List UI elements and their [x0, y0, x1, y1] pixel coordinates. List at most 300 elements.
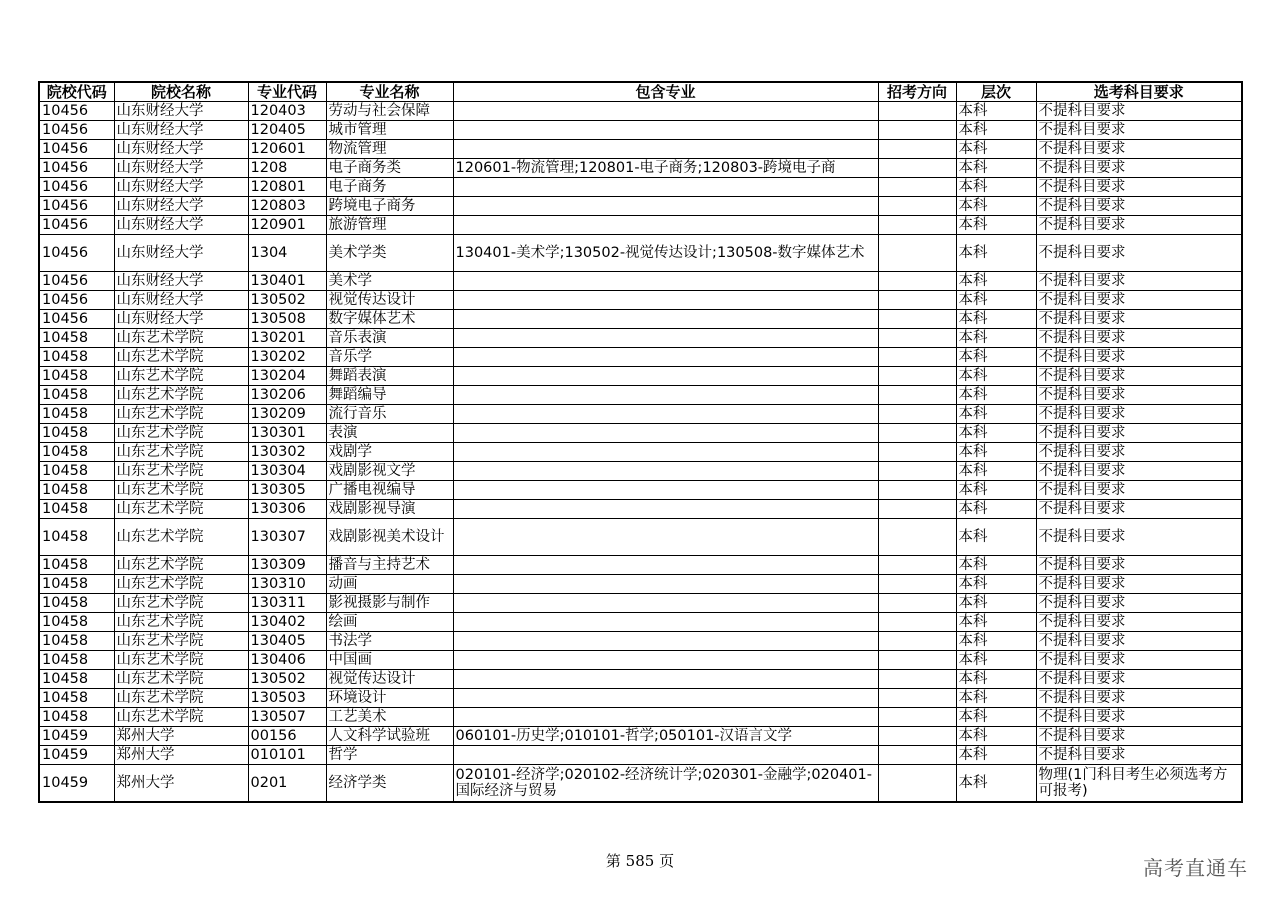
table-cell: 本科: [956, 424, 1036, 443]
table-cell: [453, 632, 878, 651]
table-cell: 不提科目要求: [1036, 405, 1242, 424]
table-cell: 10458: [39, 689, 114, 708]
header-row: [39, 82, 1242, 102]
table-cell: [878, 197, 956, 216]
table-cell: 本科: [956, 329, 1036, 348]
table-cell: [878, 500, 956, 519]
table-cell: 山东财经大学: [114, 102, 248, 121]
table-row: [39, 462, 1242, 481]
table-cell: [453, 443, 878, 462]
column-header: 专业名称: [326, 82, 453, 102]
table-cell: 本科: [956, 481, 1036, 500]
table-cell: 10459: [39, 765, 114, 803]
table-cell: 10458: [39, 462, 114, 481]
table-cell: 不提科目要求: [1036, 235, 1242, 272]
table-row: [39, 329, 1242, 348]
table-cell: 10456: [39, 216, 114, 235]
table-cell: 本科: [956, 746, 1036, 765]
table-cell: [878, 746, 956, 765]
table-cell: 10456: [39, 140, 114, 159]
table-cell: 130305: [248, 481, 326, 500]
table-cell: 1304: [248, 235, 326, 272]
table-cell: [878, 235, 956, 272]
table-cell: [453, 746, 878, 765]
table-row: [39, 746, 1242, 765]
table-cell: 不提科目要求: [1036, 443, 1242, 462]
table-cell: [453, 291, 878, 310]
table-cell: [453, 500, 878, 519]
table-row: [39, 443, 1242, 462]
table-cell: 不提科目要求: [1036, 197, 1242, 216]
table-cell: 山东艺术学院: [114, 594, 248, 613]
table-cell: 音乐学: [326, 348, 453, 367]
table-cell: 不提科目要求: [1036, 216, 1242, 235]
table-cell: 不提科目要求: [1036, 102, 1242, 121]
column-header: 院校代码: [39, 82, 114, 102]
table-cell: 本科: [956, 575, 1036, 594]
table-cell: 10458: [39, 670, 114, 689]
table-cell: 郑州大学: [114, 746, 248, 765]
table-cell: 山东艺术学院: [114, 651, 248, 670]
table-cell: [878, 765, 956, 803]
table-cell: 山东艺术学院: [114, 367, 248, 386]
table-cell: 本科: [956, 632, 1036, 651]
table-cell: 130304: [248, 462, 326, 481]
table-cell: 130306: [248, 500, 326, 519]
table-cell: 本科: [956, 348, 1036, 367]
table-cell: 不提科目要求: [1036, 462, 1242, 481]
table-cell: 不提科目要求: [1036, 651, 1242, 670]
page-number: 第 585 页: [605, 852, 675, 870]
table-row: [39, 159, 1242, 178]
table-cell: 不提科目要求: [1036, 519, 1242, 556]
table-cell: 物理(1门科目考生必须选考方可报考): [1036, 765, 1242, 803]
table-cell: 不提科目要求: [1036, 121, 1242, 140]
table-cell: 不提科目要求: [1036, 632, 1242, 651]
table-cell: [453, 272, 878, 291]
table-cell: 本科: [956, 272, 1036, 291]
table-cell: 本科: [956, 102, 1036, 121]
table-cell: 10459: [39, 727, 114, 746]
table-cell: [453, 178, 878, 197]
table-cell: 130311: [248, 594, 326, 613]
table-cell: 哲学: [326, 746, 453, 765]
table-cell: 不提科目要求: [1036, 500, 1242, 519]
table-row: [39, 575, 1242, 594]
table-cell: [453, 329, 878, 348]
table-cell: 10458: [39, 443, 114, 462]
table-cell: 不提科目要求: [1036, 272, 1242, 291]
table-cell: [453, 386, 878, 405]
table-cell: 山东艺术学院: [114, 481, 248, 500]
table-row: [39, 272, 1242, 291]
table-cell: [453, 310, 878, 329]
table-cell: 跨境电子商务: [326, 197, 453, 216]
table-cell: 山东艺术学院: [114, 689, 248, 708]
table-cell: 播音与主持艺术: [326, 556, 453, 575]
table-row: [39, 140, 1242, 159]
table-row: [39, 367, 1242, 386]
table-cell: 130502: [248, 291, 326, 310]
table-cell: 不提科目要求: [1036, 708, 1242, 727]
table-cell: [878, 121, 956, 140]
table-cell: [453, 348, 878, 367]
table-cell: [878, 594, 956, 613]
table-cell: 130307: [248, 519, 326, 556]
table-cell: 10456: [39, 178, 114, 197]
table-cell: 本科: [956, 708, 1036, 727]
table-cell: 10458: [39, 367, 114, 386]
table-cell: 10456: [39, 310, 114, 329]
table-cell: 山东财经大学: [114, 140, 248, 159]
table-cell: 本科: [956, 519, 1036, 556]
table-cell: 不提科目要求: [1036, 140, 1242, 159]
table-cell: 本科: [956, 727, 1036, 746]
table-cell: 山东财经大学: [114, 197, 248, 216]
table-cell: 山东财经大学: [114, 291, 248, 310]
table-cell: 戏剧影视美术设计: [326, 519, 453, 556]
table-cell: 130202: [248, 348, 326, 367]
table-row: [39, 197, 1242, 216]
table-cell: 130508: [248, 310, 326, 329]
table-cell: [453, 575, 878, 594]
table-cell: [878, 670, 956, 689]
table-cell: 本科: [956, 443, 1036, 462]
table-cell: 环境设计: [326, 689, 453, 708]
table-cell: [453, 481, 878, 500]
table-cell: [878, 386, 956, 405]
table-cell: 不提科目要求: [1036, 386, 1242, 405]
table-cell: 不提科目要求: [1036, 727, 1242, 746]
table-cell: [878, 613, 956, 632]
table-cell: 130309: [248, 556, 326, 575]
table-cell: 经济学类: [326, 765, 453, 803]
table-cell: 10458: [39, 613, 114, 632]
table-cell: 120403: [248, 102, 326, 121]
table-cell: 城市管理: [326, 121, 453, 140]
table-cell: 本科: [956, 140, 1036, 159]
table-cell: 不提科目要求: [1036, 348, 1242, 367]
table-cell: 本科: [956, 500, 1036, 519]
table-cell: 10456: [39, 272, 114, 291]
table-row: [39, 500, 1242, 519]
table-cell: [453, 613, 878, 632]
table-cell: [878, 102, 956, 121]
table-cell: 本科: [956, 765, 1036, 803]
column-header: 层次: [956, 82, 1036, 102]
table-cell: 戏剧影视导演: [326, 500, 453, 519]
table-cell: 不提科目要求: [1036, 556, 1242, 575]
table-cell: 音乐表演: [326, 329, 453, 348]
table-row: [39, 405, 1242, 424]
table-cell: 130503: [248, 689, 326, 708]
table-cell: 10458: [39, 329, 114, 348]
table-cell: 1208: [248, 159, 326, 178]
table-row: [39, 121, 1242, 140]
table-cell: 旅游管理: [326, 216, 453, 235]
table-cell: 130206: [248, 386, 326, 405]
table-cell: 本科: [956, 689, 1036, 708]
table-cell: 山东艺术学院: [114, 329, 248, 348]
table-cell: 本科: [956, 462, 1036, 481]
table-cell: 本科: [956, 556, 1036, 575]
table-cell: 流行音乐: [326, 405, 453, 424]
table-cell: 不提科目要求: [1036, 367, 1242, 386]
table-cell: 广播电视编导: [326, 481, 453, 500]
table-cell: 中国画: [326, 651, 453, 670]
table-row: [39, 651, 1242, 670]
table-row: [39, 216, 1242, 235]
table-row: [39, 235, 1242, 272]
table-cell: 010101: [248, 746, 326, 765]
table-cell: 130302: [248, 443, 326, 462]
table-cell: [878, 575, 956, 594]
table-cell: 山东艺术学院: [114, 632, 248, 651]
table-row: [39, 613, 1242, 632]
table-cell: 130405: [248, 632, 326, 651]
table-cell: [878, 405, 956, 424]
table-cell: 不提科目要求: [1036, 689, 1242, 708]
table-row: [39, 765, 1242, 803]
table-cell: 电子商务类: [326, 159, 453, 178]
table-row: [39, 519, 1242, 556]
table-cell: [878, 462, 956, 481]
table-cell: 本科: [956, 613, 1036, 632]
table-cell: [453, 405, 878, 424]
table-cell: 10458: [39, 651, 114, 670]
table-cell: [453, 556, 878, 575]
table-row: [39, 727, 1242, 746]
table-cell: 0201: [248, 765, 326, 803]
table-cell: 120601-物流管理;120801-电子商务;120803-跨境电子商: [453, 159, 878, 178]
table-cell: 山东财经大学: [114, 159, 248, 178]
table-cell: 10458: [39, 405, 114, 424]
table-cell: [453, 462, 878, 481]
table-cell: 120601: [248, 140, 326, 159]
table-cell: [878, 443, 956, 462]
table-cell: 不提科目要求: [1036, 575, 1242, 594]
table-cell: 山东艺术学院: [114, 386, 248, 405]
table-cell: 本科: [956, 405, 1036, 424]
table-cell: 120803: [248, 197, 326, 216]
table-cell: 不提科目要求: [1036, 613, 1242, 632]
table-cell: [878, 651, 956, 670]
table-row: [39, 424, 1242, 443]
table-cell: 不提科目要求: [1036, 310, 1242, 329]
table-cell: 10456: [39, 159, 114, 178]
column-header: 院校名称: [114, 82, 248, 102]
table-cell: [453, 594, 878, 613]
table-row: [39, 708, 1242, 727]
table-cell: 数字媒体艺术: [326, 310, 453, 329]
table-cell: 山东艺术学院: [114, 708, 248, 727]
table-cell: 10458: [39, 500, 114, 519]
table-cell: [453, 670, 878, 689]
table-cell: 山东艺术学院: [114, 462, 248, 481]
table-cell: 10458: [39, 481, 114, 500]
table-cell: 本科: [956, 197, 1036, 216]
table-cell: 本科: [956, 670, 1036, 689]
table-cell: [453, 102, 878, 121]
table-cell: 120901: [248, 216, 326, 235]
table-cell: [878, 272, 956, 291]
table-cell: 120801: [248, 178, 326, 197]
table-cell: 影视摄影与制作: [326, 594, 453, 613]
table-cell: 10458: [39, 575, 114, 594]
table-cell: 山东艺术学院: [114, 348, 248, 367]
table-cell: 10456: [39, 235, 114, 272]
table-cell: [453, 651, 878, 670]
table-cell: [878, 216, 956, 235]
table-row: [39, 632, 1242, 651]
table-cell: 130209: [248, 405, 326, 424]
table-row: [39, 102, 1242, 121]
table-cell: [878, 367, 956, 386]
table-cell: [878, 708, 956, 727]
table-row: [39, 594, 1242, 613]
table-cell: 130401-美术学;130502-视觉传达设计;130508-数字媒体艺术: [453, 235, 878, 272]
table-cell: 舞蹈表演: [326, 367, 453, 386]
table-cell: 不提科目要求: [1036, 594, 1242, 613]
table-cell: 本科: [956, 235, 1036, 272]
table-cell: 00156: [248, 727, 326, 746]
table-cell: 视觉传达设计: [326, 670, 453, 689]
table-cell: 本科: [956, 651, 1036, 670]
table-cell: 劳动与社会保障: [326, 102, 453, 121]
watermark-logo: 高考直通车: [1143, 856, 1248, 880]
table-cell: [453, 140, 878, 159]
table-cell: 不提科目要求: [1036, 159, 1242, 178]
table-cell: [878, 556, 956, 575]
table-cell: 书法学: [326, 632, 453, 651]
table-cell: 10458: [39, 386, 114, 405]
table-row: [39, 178, 1242, 197]
table-cell: 本科: [956, 386, 1036, 405]
table-cell: 10456: [39, 102, 114, 121]
table-cell: [878, 632, 956, 651]
table-cell: 山东艺术学院: [114, 556, 248, 575]
table-cell: 本科: [956, 291, 1036, 310]
table-body: [39, 102, 1242, 803]
table-cell: 戏剧学: [326, 443, 453, 462]
table-cell: 020101-经济学;020102-经济统计学;020301-金融学;020401-国际经济与贸易: [453, 765, 878, 803]
table-cell: [878, 519, 956, 556]
table-cell: [453, 519, 878, 556]
table-cell: 本科: [956, 367, 1036, 386]
table-cell: 10456: [39, 121, 114, 140]
table-cell: 本科: [956, 594, 1036, 613]
table-cell: 本科: [956, 178, 1036, 197]
table-cell: 人文科学试验班: [326, 727, 453, 746]
table-cell: [878, 178, 956, 197]
table-cell: [878, 329, 956, 348]
table-cell: 山东财经大学: [114, 310, 248, 329]
table-cell: 10458: [39, 348, 114, 367]
table-cell: 不提科目要求: [1036, 424, 1242, 443]
table-cell: 山东艺术学院: [114, 500, 248, 519]
table-cell: 10458: [39, 708, 114, 727]
table-cell: 山东艺术学院: [114, 443, 248, 462]
table-cell: 130201: [248, 329, 326, 348]
table-cell: [453, 424, 878, 443]
table-cell: 不提科目要求: [1036, 746, 1242, 765]
table-cell: [878, 310, 956, 329]
table-cell: [453, 216, 878, 235]
table-cell: [878, 159, 956, 178]
table-cell: 戏剧影视文学: [326, 462, 453, 481]
table-cell: 绘画: [326, 613, 453, 632]
table-cell: [453, 121, 878, 140]
table-row: [39, 310, 1242, 329]
table-cell: 10458: [39, 424, 114, 443]
table-cell: 山东艺术学院: [114, 613, 248, 632]
table-cell: 10458: [39, 556, 114, 575]
table-cell: 060101-历史学;010101-哲学;050101-汉语言文学: [453, 727, 878, 746]
table-cell: 130301: [248, 424, 326, 443]
table-cell: 10458: [39, 594, 114, 613]
table-cell: 130502: [248, 670, 326, 689]
table-cell: 物流管理: [326, 140, 453, 159]
table-row: [39, 556, 1242, 575]
table-cell: 本科: [956, 310, 1036, 329]
table-cell: [878, 689, 956, 708]
table-cell: 本科: [956, 216, 1036, 235]
table-cell: 130507: [248, 708, 326, 727]
admission-table: [38, 81, 1243, 803]
table-cell: 郑州大学: [114, 765, 248, 803]
table-cell: 郑州大学: [114, 727, 248, 746]
table-cell: 10459: [39, 746, 114, 765]
table-cell: 130401: [248, 272, 326, 291]
column-header: 专业代码: [248, 82, 326, 102]
table-cell: 美术学: [326, 272, 453, 291]
table-cell: 130310: [248, 575, 326, 594]
table-cell: [878, 140, 956, 159]
table-cell: 电子商务: [326, 178, 453, 197]
table-cell: 山东艺术学院: [114, 405, 248, 424]
table-cell: 山东艺术学院: [114, 519, 248, 556]
table-cell: [453, 367, 878, 386]
table-cell: 山东艺术学院: [114, 575, 248, 594]
table-cell: 视觉传达设计: [326, 291, 453, 310]
table-cell: 山东财经大学: [114, 272, 248, 291]
table-cell: 不提科目要求: [1036, 481, 1242, 500]
table-cell: 不提科目要求: [1036, 670, 1242, 689]
column-header: 选考科目要求: [1036, 82, 1242, 102]
table-cell: 山东财经大学: [114, 178, 248, 197]
table-row: [39, 481, 1242, 500]
table-cell: 不提科目要求: [1036, 329, 1242, 348]
table-row: [39, 291, 1242, 310]
table-cell: [878, 424, 956, 443]
table-row: [39, 348, 1242, 367]
table-cell: [453, 708, 878, 727]
table-cell: 130402: [248, 613, 326, 632]
table-cell: 120405: [248, 121, 326, 140]
table-cell: 本科: [956, 121, 1036, 140]
table-cell: 山东财经大学: [114, 121, 248, 140]
table-row: [39, 689, 1242, 708]
table-cell: 10458: [39, 632, 114, 651]
table-cell: 山东艺术学院: [114, 670, 248, 689]
table-cell: [878, 727, 956, 746]
table-cell: 不提科目要求: [1036, 178, 1242, 197]
table-row: [39, 670, 1242, 689]
table-cell: [878, 348, 956, 367]
table-row: [39, 386, 1242, 405]
table-cell: 山东财经大学: [114, 235, 248, 272]
column-header: 招考方向: [878, 82, 956, 102]
